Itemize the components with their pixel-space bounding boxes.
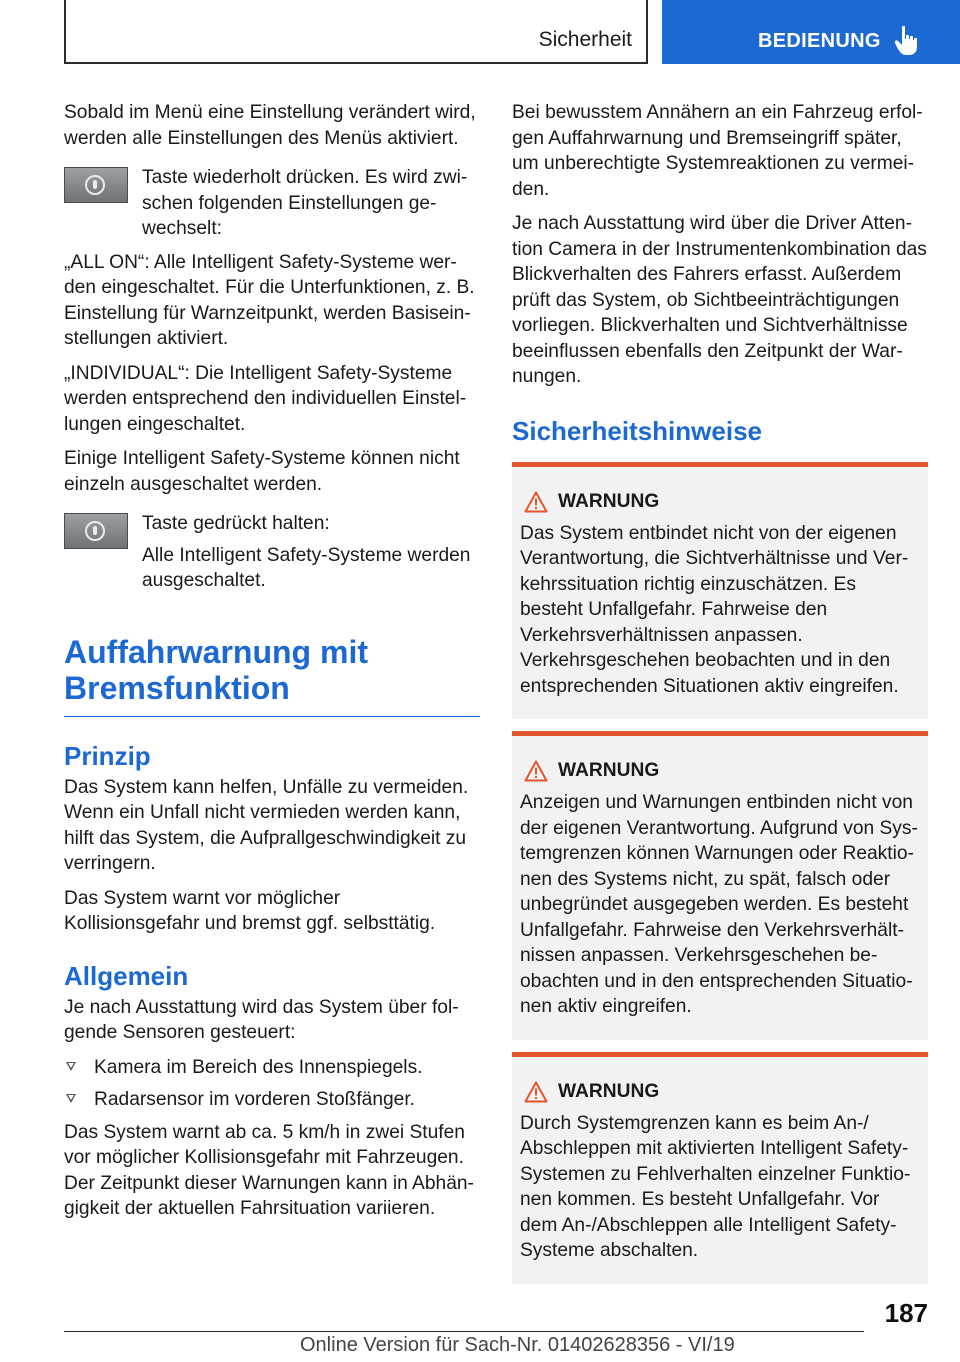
right-column: [512, 100, 928, 1296]
subsection-heading-allgemein: Allgemein: [64, 960, 189, 991]
subsection-heading-sicherheitshinweise: Sicherheitshinweise: [512, 415, 762, 446]
subsection-heading-prinzip: Prinzip: [64, 740, 151, 771]
button-instruction-line: Taste wiederholt drücken. Es wird zwischen folgenden Einstellungen gewechselt:: [142, 167, 468, 239]
button-instruction-line: Taste gedrückt halten:: [142, 513, 330, 534]
paragraph: Je nach Ausstattung wird über die Driver Attention Camera in der Instrumentenkombination das Blickverhalten des Fahrers erfasst. Außerdem prüft das System, ob Sichtbeeinträchtigungen vorliegen. Blickverhalten und Sichtverhältnisse beeinflussen ebenfalls den Zeitpunkt der Warnungen.: [512, 213, 927, 387]
warning-header: [520, 1079, 920, 1105]
paragraph: „ALL ON“: Alle Intelligent Safety-Systeme werden eingeschaltet. Für die Unterfunktionen, z. B. Einstellung für Warnzeitpunkt, werden Basiseinstellungen aktiviert.: [64, 251, 475, 349]
paragraph: Bei bewusstem Annähern an ein Fahrzeug erfolgen Auffahrwarnung und Bremseingriff später, um unberechtigte Systemreaktionen zu vermeiden.: [512, 102, 923, 200]
paragraph: „INDIVIDUAL“: Die Intelligent Safety-Systeme werden entsprechend den individuellen Einstellungen eingeschaltet.: [64, 362, 467, 435]
page-number: 187: [884, 1298, 928, 1328]
header-section-title: Sicherheit: [538, 28, 632, 51]
footer-online-version: Online Version für Sach-Nr. 01402628356 - VI/19: [300, 1334, 735, 1356]
left-column: [64, 100, 480, 1231]
list-item: Radarsensor im vorderen Stoßfänger.: [64, 1087, 480, 1113]
safety-button-icon: [64, 167, 128, 203]
warning-triangle-icon: [524, 491, 548, 513]
paragraph: Sobald im Menü eine Einstellung verändert wird, werden alle Einstellungen des Menüs aktiviert.: [64, 102, 476, 149]
header-chapter-tab: [662, 0, 960, 64]
list-item: Kamera im Bereich des Innenspiegels.: [64, 1055, 480, 1081]
warning-box: [512, 731, 928, 1040]
pointing-hand-icon: [894, 25, 920, 57]
warning-title: WARNUNG: [558, 760, 660, 781]
paragraph: Das System warnt ab ca. 5 km/h in zwei Stufen vor möglicher Kollisionsgefahr mit Fahrzeugen. Der Zeitpunkt dieser Warnungen kann in Abhängigkeit der aktuellen Fahrsituation variieren.: [64, 1121, 474, 1219]
button-instruction: [64, 165, 480, 242]
section-heading: Auffahrwarnung mit Bremsfunktion: [64, 634, 480, 717]
button-instruction: [64, 511, 480, 594]
warning-triangle-icon: [524, 1081, 548, 1103]
sensor-list: [64, 1055, 480, 1113]
paragraph: Das System warnt vor möglicher Kollisionsgefahr und bremst ggf. selbsttätig.: [64, 887, 436, 934]
warning-box: [512, 1052, 928, 1284]
warning-text: Durch Systemgrenzen kann es beim An-/ Abschleppen mit aktivierten Intelligent Safety-Systemen zu Fehlverhalten einzelner Funktionen kommen. Es besteht Unfallgefahr. Vor dem An-/Abschleppen alle Intelligent Safety-Systeme abschalten.: [520, 1112, 911, 1261]
safety-button-icon: [64, 513, 128, 549]
button-instruction-line: Alle Intelligent Safety-Systeme werden ausgeschaltet.: [142, 544, 471, 591]
warning-box: [512, 462, 928, 720]
footer-divider: [64, 1331, 864, 1332]
paragraph: Das System kann helfen, Unfälle zu vermeiden. Wenn ein Unfall nicht vermieden werden kann, hilft das System, die Aufprallgeschwindigkeit zu verringern.: [64, 776, 469, 874]
warning-text: Das System entbindet nicht von der eigenen Verantwortung, die Sichtverhältnisse und Verkehrssituation richtig einzuschätzen. Es besteht Unfallgefahr. Fahrweise den Verkehrsverhältnissen anpassen. Verkehrsgeschehen beobachten und in den entsprechenden Situationen aktiv eingreifen.: [520, 522, 909, 697]
warning-header: [520, 489, 920, 515]
warning-title: WARNUNG: [558, 490, 660, 512]
header-section-box: [64, 0, 648, 64]
warning-header: [520, 758, 920, 784]
warning-title: WARNUNG: [558, 1080, 660, 1102]
warning-text: Anzeigen und Warnungen entbinden nicht von der eigenen Verantwortung. Aufgrund von Systemgrenzen können Warnungen oder Reaktionen des Systems nicht, zu spät, falsch oder unbegründet ausgegeben werden. Es besteht Unfallgefahr. Fahrweise den Verkehrsverhältnissen anpassen. Verkehrsgeschehen beobachten und in den entsprechenden Situationen aktiv eingreifen.: [520, 792, 918, 1017]
paragraph: Einige Intelligent Safety-Systeme können nicht einzeln ausgeschaltet werden.: [64, 448, 460, 495]
paragraph: Je nach Ausstattung wird das System über folgende Sensoren gesteuert:: [64, 996, 459, 1043]
header-chapter-title: BEDIENUNG: [758, 30, 881, 52]
warning-triangle-icon: [524, 760, 548, 782]
